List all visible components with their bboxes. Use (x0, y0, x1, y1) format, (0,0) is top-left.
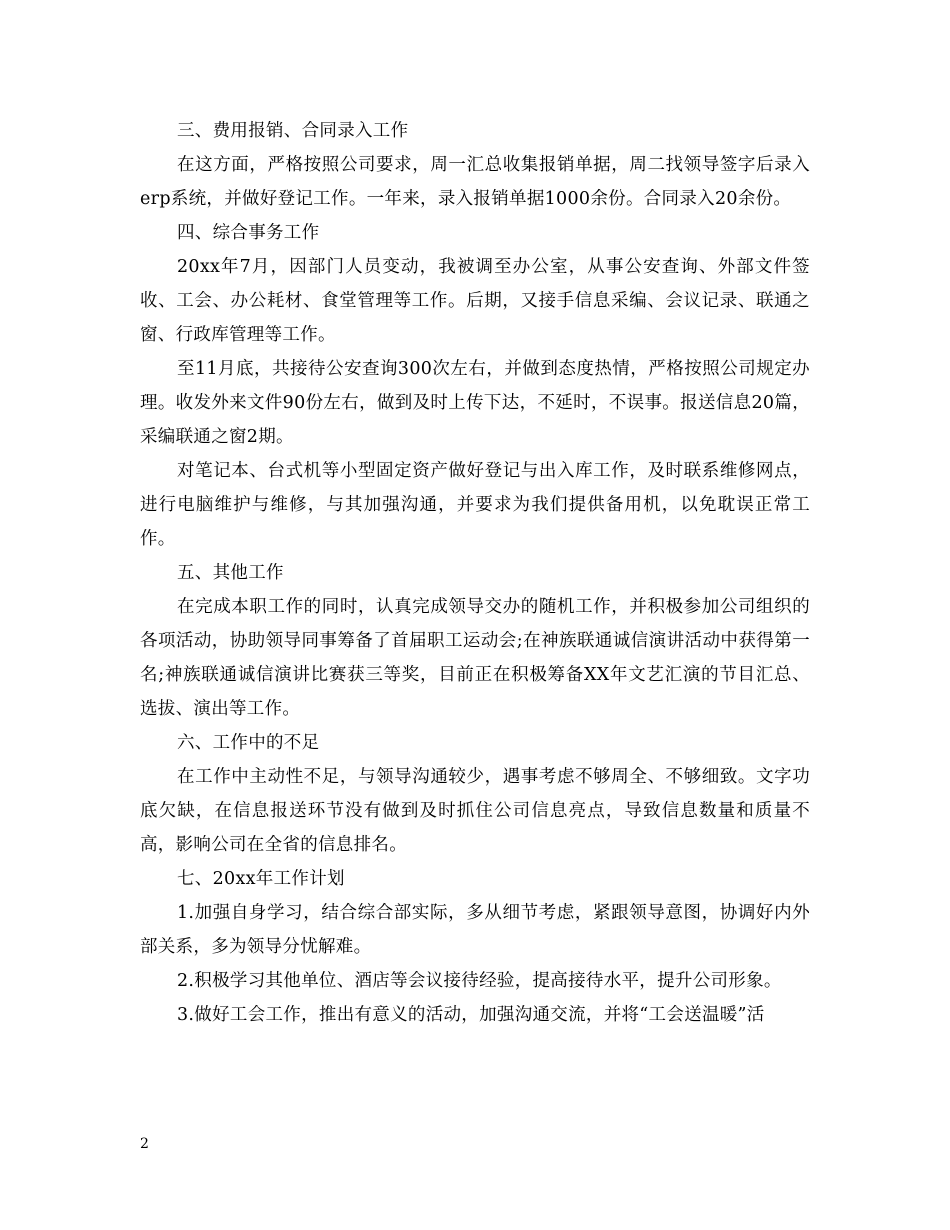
heading-other-work: 五、其他工作 (177, 563, 284, 583)
heading-general-affairs: 四、综合事务工作 (177, 223, 320, 243)
paragraph-november-summary: 至11月底，共接待公安查询300次左右，并做到态度热情，严格按照公司规定办理。收发外来文件90份左右，做到及时上传下达，不延时，不误事。报送信息20篇，采编联通之窗2期。 (140, 359, 810, 447)
heading-shortcomings: 六、工作中的不足 (177, 733, 320, 753)
page-number: 2 (140, 1136, 149, 1152)
heading-work-plan: 七、20xx年工作计划 (177, 869, 345, 889)
plan-item-3: 3.做好工会工作，推出有意义的活动，加强沟通交流，并将“工会送温暖”活 (177, 1005, 765, 1025)
heading-expense-reimbursement: 三、费用报销、合同录入工作 (177, 121, 409, 141)
paragraph-activities: 在完成本职工作的同时，认真完成领导交办的随机工作，并积极参加公司组织的各项活动，协助领导同事筹备了首届职工运动会;在神族联通诚信演讲活动中获得第一名;神族联通诚信演讲比赛获三等奖，目前正在积极筹备XX年文艺汇演的节目汇总、选拔、演出等工作。 (140, 597, 810, 719)
paragraph-office-transfer: 20xx年7月，因部门人员变动，我被调至办公室，从事公安查询、外部文件签收、工会、办公耗材、食堂管理等工作。后期，又接手信息采编、会议记录、联通之窗、行政库管理等工作。 (140, 257, 810, 345)
plan-item-2: 2.积极学习其他单位、酒店等会议接待经验，提高接待水平，提升公司形象。 (177, 971, 782, 991)
document-body (140, 114, 810, 1032)
paragraph-fixed-assets: 对笔记本、台式机等小型固定资产做好登记与出入库工作，及时联系维修网点，进行电脑维护与维修，与其加强沟通，并要求为我们提供备用机，以免耽误正常工作。 (140, 461, 810, 549)
paragraph-expense-details: 在这方面，严格按照公司要求，周一汇总收集报销单据，周二找领导签字后录入erp系统，并做好登记工作。一年来，录入报销单据1000余份。合同录入20余份。 (140, 155, 810, 209)
plan-item-1: 1.加强自身学习，结合综合部实际，多从细节考虑，紧跟领导意图，协调好内外部关系，多为领导分忧解难。 (140, 903, 810, 957)
paragraph-shortcomings: 在工作中主动性不足，与领导沟通较少，遇事考虑不够周全、不够细致。文字功底欠缺，在信息报送环节没有做到及时抓住公司信息亮点，导致信息数量和质量不高，影响公司在全省的信息排名。 (140, 767, 810, 855)
